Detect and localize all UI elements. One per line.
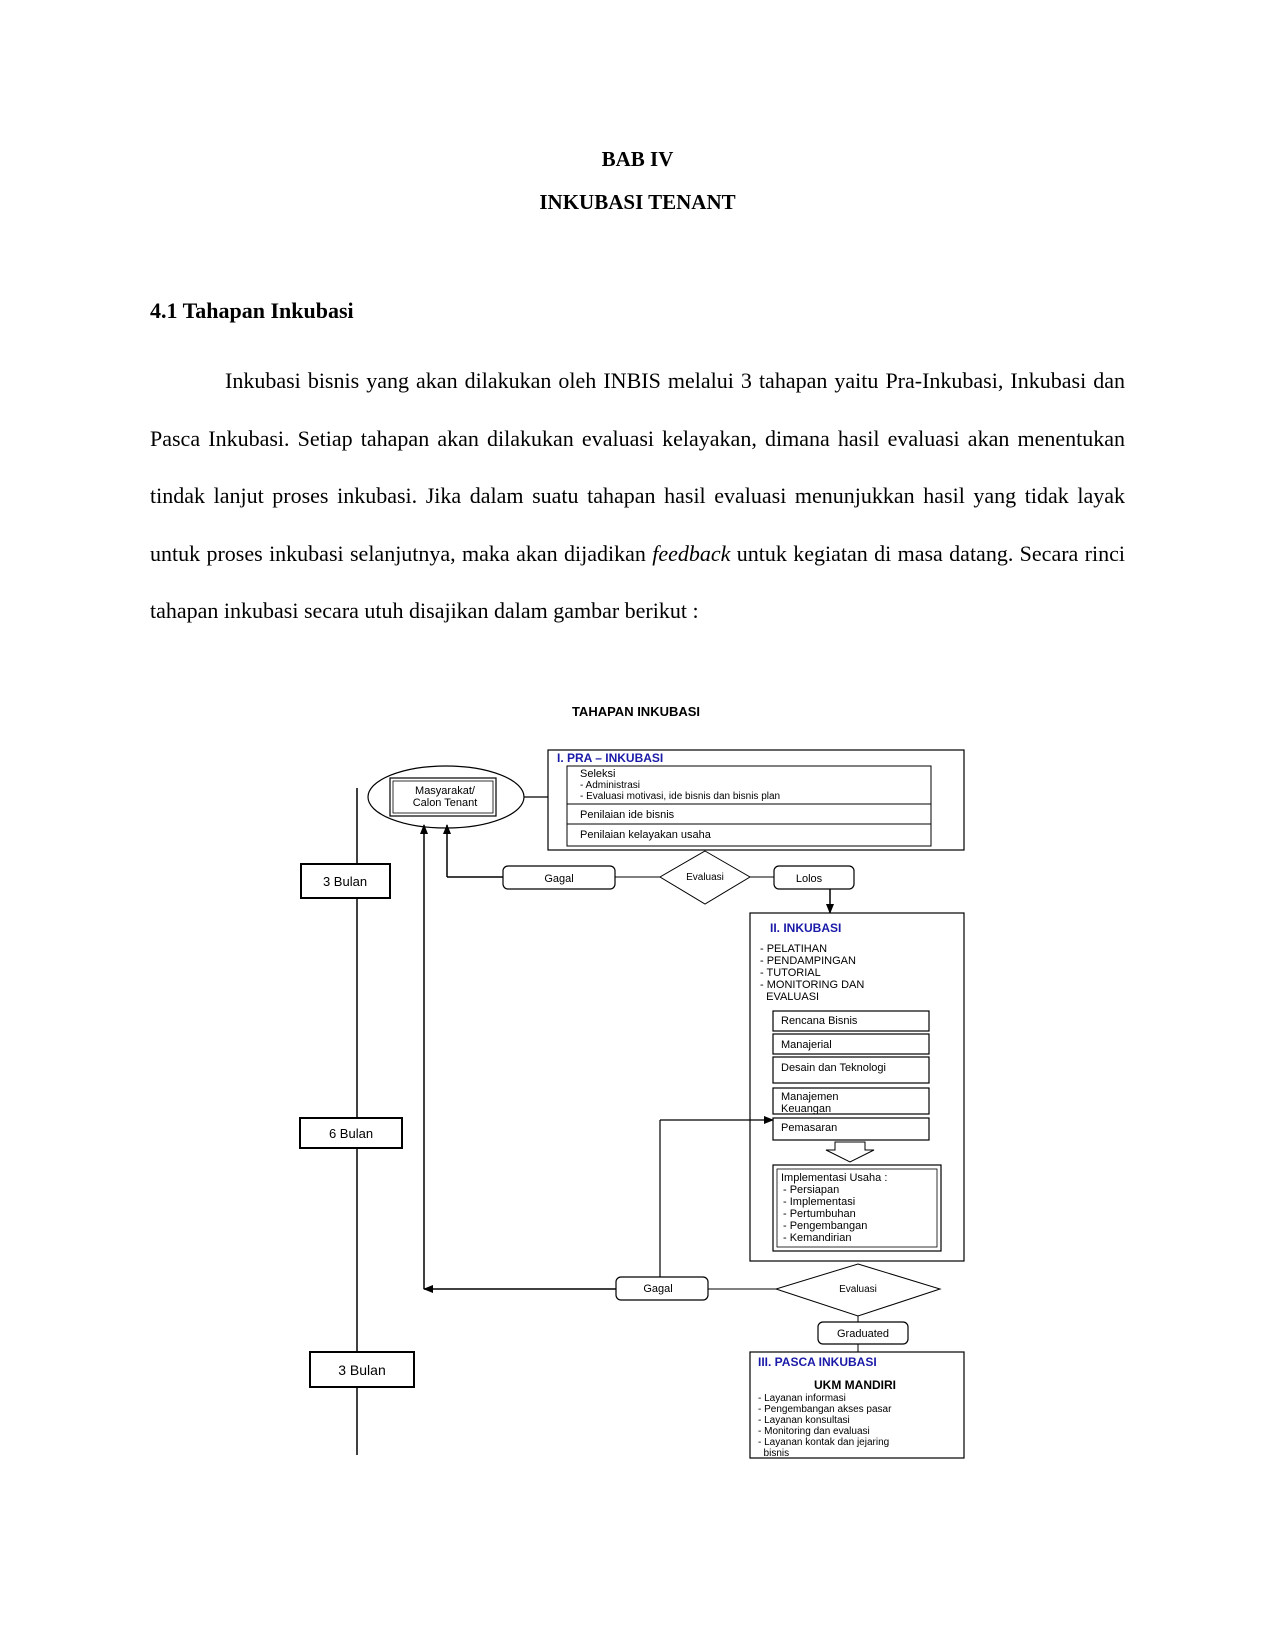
implementation-item-1: - Persiapan xyxy=(783,1184,840,1196)
inkubasi-activity-2: - PENDAMPINGAN xyxy=(760,955,856,967)
inkubasi-activity-1: - PELATIHAN xyxy=(760,943,828,955)
implementation-item-2: - Implementasi xyxy=(783,1196,856,1208)
paragraph-text-2: untuk kegiatan di masa datang. Secara rinci tahapan inkubasi secara utuh disajikan dalam gambar berikut : xyxy=(150,540,1125,623)
eval1-fail-label: Gagal xyxy=(544,873,574,885)
inkubasi-activity-5: EVALUASI xyxy=(760,991,820,1003)
pasca-item-4: - Monitoring dan evaluasi xyxy=(758,1426,870,1437)
module-manajemen: Manajemen xyxy=(781,1091,839,1103)
chapter-number: BAB IV xyxy=(601,147,674,171)
section-title: 4.1 Tahapan Inkubasi xyxy=(150,298,354,323)
pra-row-1: Penilaian ide bisnis xyxy=(580,809,675,821)
inkubasi-activity-4: - MONITORING DAN xyxy=(760,979,865,991)
implementation-title: Implementasi Usaha : xyxy=(781,1172,888,1184)
inkubasi-activity-3: - TUTORIAL xyxy=(760,967,821,979)
inkubasi-header: II. INKUBASI xyxy=(770,921,842,935)
module-manajerial: Manajerial xyxy=(781,1039,832,1051)
pasca-header: III. PASCA INKUBASI xyxy=(758,1355,877,1369)
pra-incubation-header: I. PRA – INKUBASI xyxy=(557,751,664,765)
pra-seleksi-item-2: - Evaluasi motivasi, ide bisnis dan bisnis plan xyxy=(580,791,781,802)
pasca-item-6: bisnis xyxy=(758,1448,790,1459)
implementation-item-4: - Pengembangan xyxy=(783,1220,868,1232)
start-node-line2: Calon Tenant xyxy=(412,797,478,809)
eval2-pass-label: Graduated xyxy=(837,1328,889,1340)
pra-row-2: Penilaian kelayakan usaha xyxy=(580,829,711,841)
module-rencana-bisnis: Rencana Bisnis xyxy=(781,1015,858,1027)
pasca-item-5: - Layanan kontak dan jejaring xyxy=(758,1437,890,1448)
duration-label-2: 6 Bulan xyxy=(328,1126,374,1141)
module-keuangan: Keuangan xyxy=(781,1103,832,1115)
diagram-title: TAHAPAN INKUBASI xyxy=(571,704,701,719)
pra-seleksi-title: Seleksi xyxy=(580,768,616,780)
paragraph-italic-term: feedback xyxy=(652,540,731,566)
module-desain-teknologi: Desain dan Teknologi xyxy=(781,1062,886,1074)
pasca-item-2: - Pengembangan akses pasar xyxy=(758,1404,892,1415)
pasca-subtitle: UKM MANDIRI xyxy=(814,1378,896,1392)
eval2-diamond-label: Evaluasi xyxy=(839,1284,877,1295)
duration-label-3: 3 Bulan xyxy=(338,1362,386,1378)
paragraph-text-1: Inkubasi bisnis yang akan dilakukan oleh INBIS melalui 3 tahapan yaitu Pra-Inkubasi, Inkubasi dan Pasca Inkubasi. Setiap tahapan akan dilakukan evaluasi kelayakan, dimana hasil evaluasi akan menentukan tindak lanjut proses inkubasi. Jika dalam suatu tahapan hasil evaluasi menunjukkan hasil yang tidak layak untuk proses inkubasi selanjutnya, maka akan dijadikan xyxy=(150,368,1125,566)
pasca-item-3: - Layanan konsultasi xyxy=(758,1415,850,1426)
module-pemasaran: Pemasaran xyxy=(781,1122,838,1134)
eval1-diamond-label: Evaluasi xyxy=(686,872,724,883)
implementation-item-5: - Kemandirian xyxy=(783,1232,852,1244)
pra-seleksi-item-1: - Administrasi xyxy=(580,780,641,791)
implementation-item-3: - Pertumbuhan xyxy=(783,1208,856,1220)
chapter-title: INKUBASI TENANT xyxy=(539,190,736,214)
pasca-item-1: - Layanan informasi xyxy=(758,1393,846,1404)
duration-label-1: 3 Bulan xyxy=(322,874,368,889)
start-node-line1: Masyarakat/ xyxy=(415,785,475,797)
eval2-fail-label: Gagal xyxy=(643,1283,673,1295)
eval1-pass-label: Lolos xyxy=(795,873,823,885)
